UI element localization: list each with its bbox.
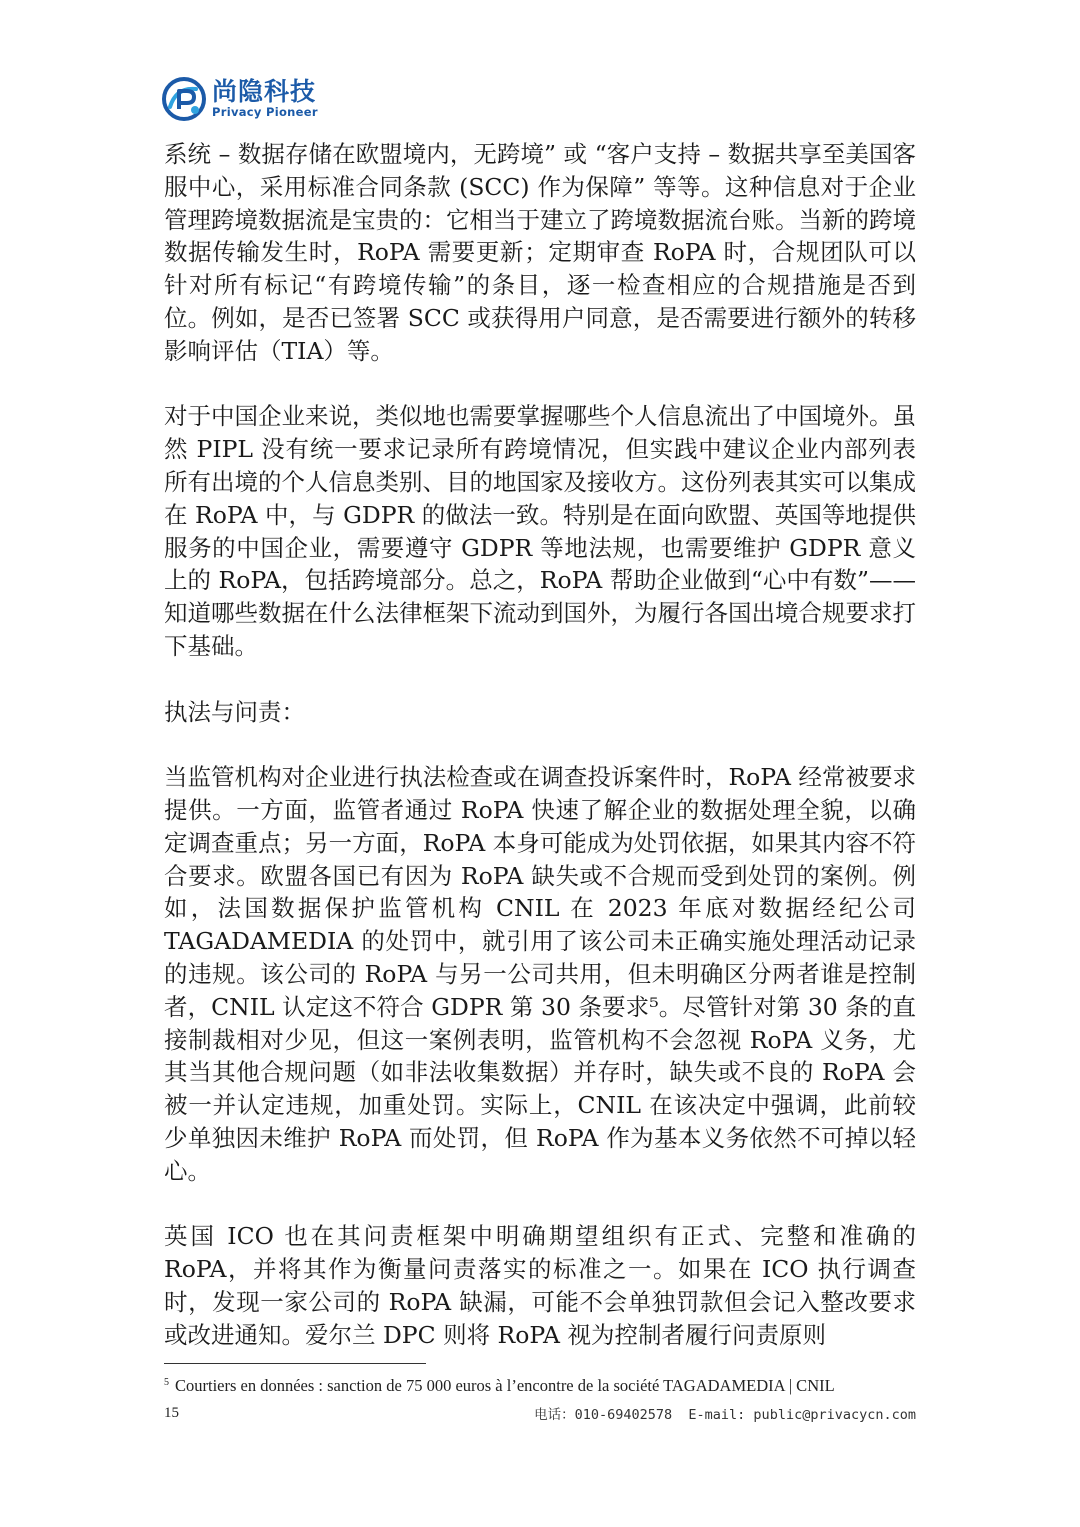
paragraph-enforcement: 当监管机构对企业进行执法检查或在调查投诉案件时，RoPA 经常被要求提供。一方面，监管者通过 RoPA 快速了解企业的数据处理全貌，以确定调查重点；另一方面，RoPA 本身可能成为处罚依据，如果其内容不符合要求。欧盟各国已有因为 RoPA 缺失或不合规而受到处罚的案例。例如，法国数据保护监管机构 CNIL 在 2023 年底对数据经纪公司 TAGADAMEDIA 的处罚中，就引用了该公司未正确实施处理活动记录的违规。该公司的 RoPA 与另一公司共用，但未明确区分两者谁是控制者，CNIL 认定这不符合 GDPR 第 30 条要求⁵。尽管针对第 30 条的直接制裁相对少见，但这一案例表明，监管机构不会忽视 RoPA 义务，尤其当其他合规问题（如非法收集数据）并存时，缺失或不良的 RoPA 会被一并认定违规，加重处罚。实际上，CNIL 在该决定中强调，此前较少单独因未维护 RoPA 而处罚，但 RoPA 作为基本义务依然不可掉以轻心。 bbox=[164, 763, 916, 1185]
body-text bbox=[164, 138, 916, 1384]
contact-text: 电话：010-69402578 E-mail: public@privacycn.com bbox=[534, 1407, 916, 1423]
privacy-pioneer-logo-icon bbox=[162, 77, 206, 121]
page-footer bbox=[164, 1403, 916, 1423]
page-header bbox=[162, 74, 318, 124]
contact-info bbox=[534, 1403, 916, 1423]
paragraph-cross-border-ledger: 系统 – 数据存储在欧盟境内，无跨境” 或 “客户支持 – 数据共享至美国客服中心，采用标准合同条款 (SCC) 作为保障” 等等。这种信息对于企业管理跨境数据流是宝贵的：它相当于建立了跨境数据流台账。当新的跨境数据传输发生时，RoPA 需要更新；定期审查 RoPA 时，合规团队可以针对所有标记“有跨境传输”的条目，逐一检查相应的合规措施是否到位。例如，是否已签署 SCC 或获得用户同意，是否需要进行额外的转移影响评估（TIA）等。 bbox=[164, 140, 916, 365]
page-number: 15 bbox=[164, 1404, 179, 1421]
footnote-text: Courtiers en données : sanction de 75 000 euros à l’encontre de la société TAGADAMEDIA | CNIL bbox=[175, 1376, 835, 1395]
section-heading-enforcement: 执法与问责： bbox=[164, 697, 305, 726]
logo-text bbox=[212, 79, 318, 119]
logo-chinese-name: 尚隐科技 bbox=[212, 77, 317, 107]
footnote bbox=[164, 1376, 924, 1396]
footnote-marker: 5 bbox=[164, 1377, 169, 1388]
paragraph-china-enterprises: 对于中国企业来说，类似地也需要掌握哪些个人信息流出了中国境外。虽然 PIPL 没有统一要求记录所有跨境情况，但实践中建议企业内部列表所有出境的个人信息类别、目的地国家及接收方。这份列表其实可以集成在 RoPA 中，与 GDPR 的做法一致。特别是在面向欧盟、英国等地提供服务的中国企业，需要遵守 GDPR 等地法规，也需要维护 GDPR 意义上的 RoPA，包括跨境部分。总之，RoPA 帮助企业做到“心中有数”——知道哪些数据在什么法律框架下流动到国外，为履行各国出境合规要求打下基础。 bbox=[164, 402, 916, 660]
footnote-divider bbox=[164, 1363, 426, 1364]
logo-english-name: Privacy Pioneer bbox=[212, 105, 318, 120]
paragraph-uk-ico: 英国 ICO 也在其问责框架中明确期望组织有正式、完整和准确的 RoPA，并将其作为衡量问责落实的标准之一。如果在 ICO 执行调查时，发现一家公司的 RoPA 缺漏，可能不会单独罚款但会记入整改要求或改进通知。爱尔兰 DPC 则将 RoPA 视为控制者履行问责原则 bbox=[164, 1222, 916, 1349]
